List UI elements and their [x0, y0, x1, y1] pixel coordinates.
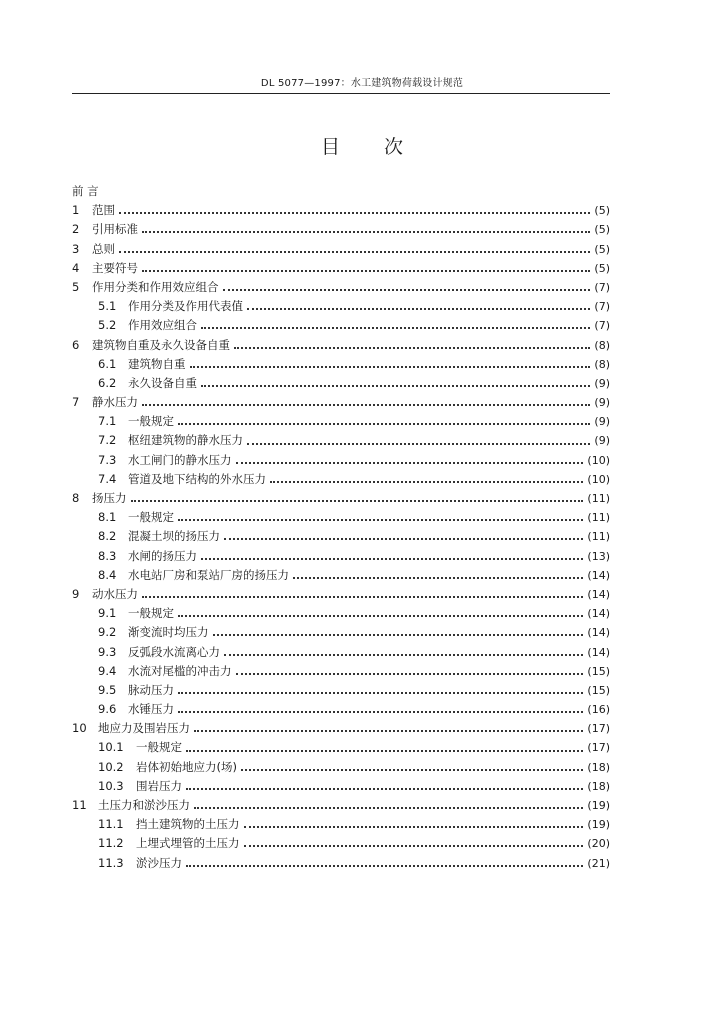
toc-entry-number: 8.1 — [98, 510, 117, 525]
toc-entry-title: 主要符号 — [92, 260, 138, 275]
toc-entry-number: 9.5 — [98, 682, 117, 697]
toc-entry-page: (5) — [594, 204, 610, 218]
toc-entry-number: 10 — [72, 721, 87, 736]
toc-entry-number: 8.4 — [98, 567, 117, 582]
toc-entry-title: 一般规定 — [128, 606, 174, 621]
toc-entry-number: 8 — [72, 491, 80, 505]
toc-entry-number: 6.2 — [98, 375, 117, 390]
toc-entry-title: 渐变流时均压力 — [128, 625, 209, 640]
toc-leader-dots — [142, 403, 590, 406]
toc-entry-page: (19) — [587, 818, 610, 832]
toc-entry-title: 作用分类和作用效应组合 — [92, 279, 219, 294]
toc-entry-page: (16) — [587, 703, 610, 717]
toc-entry-page: (5) — [594, 242, 610, 256]
toc-entry-number: 7.2 — [98, 433, 117, 448]
toc-entry[interactable] — [72, 758, 610, 777]
toc-entry[interactable] — [72, 604, 610, 623]
toc-entry[interactable] — [72, 796, 610, 815]
toc-leader-dots — [236, 461, 584, 464]
toc-entry-page: (14) — [587, 568, 610, 582]
toc-entry[interactable] — [72, 777, 610, 796]
toc-entry-title: 挡土建筑物的土压力 — [136, 817, 240, 832]
toc-entry-page: (14) — [587, 607, 610, 621]
toc-entry-title: 水流对尾槛的冲击力 — [128, 663, 232, 678]
toc-leader-dots — [142, 595, 583, 598]
toc-entry[interactable] — [72, 451, 610, 470]
toc-entry[interactable] — [72, 393, 610, 412]
toc-entry[interactable] — [72, 355, 610, 374]
toc-entry-title: 土压力和淤沙压力 — [98, 798, 190, 812]
toc-preface[interactable] — [72, 182, 610, 201]
toc-entry[interactable] — [72, 834, 610, 853]
toc-entry[interactable] — [72, 681, 610, 700]
toc-leader-dots — [186, 864, 583, 867]
toc-entry[interactable] — [72, 412, 610, 431]
toc-entry-number: 8.2 — [98, 529, 117, 544]
toc-leader-dots — [201, 384, 590, 387]
toc-entry[interactable] — [72, 470, 610, 489]
toc-entry-title: 水电站厂房和泵站厂房的扬压力 — [128, 567, 289, 582]
toc-entry-page: (14) — [587, 645, 610, 659]
toc-entry-number: 1 — [72, 203, 80, 218]
toc-entry-title: 脉动压力 — [128, 682, 174, 697]
toc-leader-dots — [241, 768, 583, 771]
table-of-contents — [72, 182, 610, 873]
toc-entry-page: (9) — [594, 434, 610, 448]
toc-entry-number: 10.2 — [98, 759, 124, 774]
toc-leader-dots — [194, 729, 583, 732]
toc-entry-number: 5 — [72, 279, 80, 294]
toc-entry-number: 6 — [72, 337, 80, 352]
toc-entry[interactable] — [72, 662, 610, 681]
toc-leader-dots — [178, 422, 590, 425]
toc-entry[interactable] — [72, 700, 610, 719]
toc-entry-title: 扬压力 — [92, 491, 127, 505]
toc-entry-number: 9.2 — [98, 625, 117, 640]
toc-entry[interactable] — [72, 316, 610, 335]
toc-leader-dots — [223, 288, 591, 291]
toc-entry-number: 2 — [72, 222, 80, 237]
toc-leader-dots — [224, 653, 583, 656]
toc-leader-dots — [178, 691, 583, 694]
toc-entry[interactable] — [72, 297, 610, 316]
toc-preface-label: 前 言 — [72, 184, 99, 198]
toc-entry-page: (18) — [587, 779, 610, 793]
toc-entry-title: 地应力及围岩压力 — [98, 721, 190, 736]
toc-leader-dots — [270, 480, 583, 483]
toc-entry[interactable] — [72, 374, 610, 393]
toc-entry-number: 11 — [72, 798, 87, 812]
toc-entry-page: (7) — [594, 280, 610, 294]
toc-leader-dots — [186, 749, 583, 752]
toc-entry-number: 8.3 — [98, 548, 117, 563]
toc-entry-number: 11.3 — [98, 855, 124, 870]
toc-entry[interactable] — [72, 854, 610, 873]
toc-entry-number: 7 — [72, 395, 80, 410]
toc-entry-page: (11) — [587, 511, 610, 525]
toc-entry-number: 6.1 — [98, 356, 117, 371]
toc-entry-number: 10.3 — [98, 778, 124, 793]
toc-entry[interactable] — [72, 719, 610, 738]
toc-entry-number: 7.4 — [98, 471, 117, 486]
toc-entry-page: (8) — [594, 357, 610, 371]
toc-leader-dots — [178, 614, 583, 617]
toc-entry-title: 岩体初始地应力(场) — [136, 759, 237, 774]
toc-entry-number: 5.2 — [98, 318, 117, 333]
toc-entry-title: 作用效应组合 — [128, 318, 197, 333]
toc-entry-title: 反弧段水流离心力 — [128, 644, 220, 659]
toc-leader-dots — [142, 269, 590, 272]
toc-entry-title: 静水压力 — [92, 395, 138, 410]
toc-entry-title: 建筑物自重 — [128, 356, 186, 371]
toc-entry-number: 7.1 — [98, 414, 117, 429]
toc-entry[interactable] — [72, 240, 610, 259]
toc-entry-page: (7) — [594, 300, 610, 314]
toc-entry-title: 动水压力 — [92, 586, 138, 601]
toc-entry-title: 围岩压力 — [136, 778, 182, 793]
toc-leader-dots — [186, 787, 583, 790]
toc-entry-page: (15) — [587, 664, 610, 678]
toc-entry[interactable] — [72, 431, 610, 450]
toc-entry-page: (9) — [594, 415, 610, 429]
toc-entry-number: 9.1 — [98, 606, 117, 621]
toc-leader-dots — [234, 346, 590, 349]
toc-entry-page: (20) — [587, 837, 610, 851]
toc-entry[interactable] — [72, 585, 610, 604]
page-title: 目次 — [320, 136, 447, 158]
toc-entry-page: (5) — [594, 223, 610, 237]
toc-entry-number: 9.3 — [98, 644, 117, 659]
toc-entry-page: (10) — [587, 453, 610, 467]
header-rule — [72, 93, 610, 94]
toc-entry-title: 永久设备自重 — [128, 375, 197, 390]
toc-entry-title: 一般规定 — [136, 740, 182, 755]
toc-entry-number: 9.6 — [98, 702, 117, 717]
toc-leader-dots — [178, 710, 583, 713]
toc-entry[interactable] — [72, 508, 610, 527]
running-header: DL 5077—1997：水工建筑物荷载设计规范 — [260, 78, 464, 89]
toc-entry-page: (9) — [594, 376, 610, 390]
toc-entry-page: (18) — [587, 760, 610, 774]
toc-entry-page: (17) — [587, 722, 610, 736]
toc-entry-title: 混凝土坝的扬压力 — [128, 529, 220, 544]
toc-entry-title: 建筑物自重及永久设备自重 — [92, 337, 230, 352]
toc-entry-number: 11.1 — [98, 817, 124, 832]
toc-entry-page: (11) — [587, 492, 610, 505]
toc-leader-dots — [293, 576, 583, 579]
toc-entry[interactable] — [72, 738, 610, 757]
toc-entry-page: (15) — [587, 683, 610, 697]
toc-leader-dots — [224, 537, 583, 540]
toc-entry[interactable] — [72, 489, 610, 508]
toc-leader-dots — [201, 557, 583, 560]
toc-entry-page: (14) — [587, 587, 610, 601]
toc-entry[interactable] — [72, 336, 610, 355]
toc-entry-page: (9) — [594, 396, 610, 410]
toc-entry-page: (13) — [587, 549, 610, 563]
toc-entry[interactable] — [72, 815, 610, 834]
toc-entry[interactable] — [72, 220, 610, 239]
toc-entry-page: (14) — [587, 626, 610, 640]
toc-entry[interactable] — [72, 643, 610, 662]
toc-entry-page: (10) — [587, 472, 610, 486]
toc-entry-number: 4 — [72, 260, 80, 275]
toc-entry-page: (8) — [594, 338, 610, 352]
toc-leader-dots — [131, 499, 584, 502]
toc-entry[interactable] — [72, 566, 610, 585]
toc-entry-title: 总则 — [92, 241, 115, 256]
toc-entry-title: 一般规定 — [128, 510, 174, 525]
toc-entry-number: 10.1 — [98, 740, 124, 755]
toc-leader-dots — [194, 806, 583, 809]
toc-entry[interactable] — [72, 201, 610, 220]
toc-entry-number: 11.2 — [98, 836, 124, 851]
toc-entry-number: 3 — [72, 241, 80, 256]
toc-leader-dots — [201, 326, 590, 329]
toc-entry-page: (17) — [587, 741, 610, 755]
toc-entry[interactable] — [72, 547, 610, 566]
toc-entry-page: (21) — [587, 856, 610, 870]
toc-entry-title: 作用分类及作用代表值 — [128, 299, 243, 314]
toc-entry-number: 5.1 — [98, 299, 117, 314]
toc-leader-dots — [119, 211, 590, 214]
toc-leader-dots — [244, 844, 584, 847]
toc-entry-title: 水闸的扬压力 — [128, 548, 197, 563]
toc-entry-title: 引用标准 — [92, 222, 138, 237]
toc-leader-dots — [244, 825, 584, 828]
toc-entry-number: 7.3 — [98, 452, 117, 467]
toc-entry-number: 9.4 — [98, 663, 117, 678]
toc-entry[interactable] — [72, 527, 610, 546]
toc-entry[interactable] — [72, 278, 610, 297]
toc-entry-page: (7) — [594, 319, 610, 333]
toc-entry[interactable] — [72, 259, 610, 278]
toc-leader-dots — [247, 442, 590, 445]
toc-leader-dots — [119, 250, 590, 253]
toc-entry-title: 上埋式埋管的土压力 — [136, 836, 240, 851]
toc-entry-title: 管道及地下结构的外水压力 — [128, 471, 266, 486]
toc-leader-dots — [247, 307, 590, 310]
toc-entry-title: 一般规定 — [128, 414, 174, 429]
toc-entry-title: 水锤压力 — [128, 702, 174, 717]
toc-entry-title: 水工闸门的静水压力 — [128, 452, 232, 467]
toc-entry-page: (19) — [587, 799, 610, 812]
toc-leader-dots — [178, 518, 583, 521]
toc-leader-dots — [213, 633, 584, 636]
toc-leader-dots — [190, 365, 591, 368]
toc-entry-title: 枢纽建筑物的静水压力 — [128, 433, 243, 448]
toc-entry[interactable] — [72, 623, 610, 642]
toc-entry-page: (5) — [594, 261, 610, 275]
toc-entry-title: 淤沙压力 — [136, 855, 182, 870]
toc-entry-number: 9 — [72, 586, 80, 601]
toc-entry-page: (11) — [587, 530, 610, 544]
toc-leader-dots — [142, 230, 590, 233]
toc-entry-title: 范围 — [92, 203, 115, 218]
toc-leader-dots — [236, 672, 584, 675]
